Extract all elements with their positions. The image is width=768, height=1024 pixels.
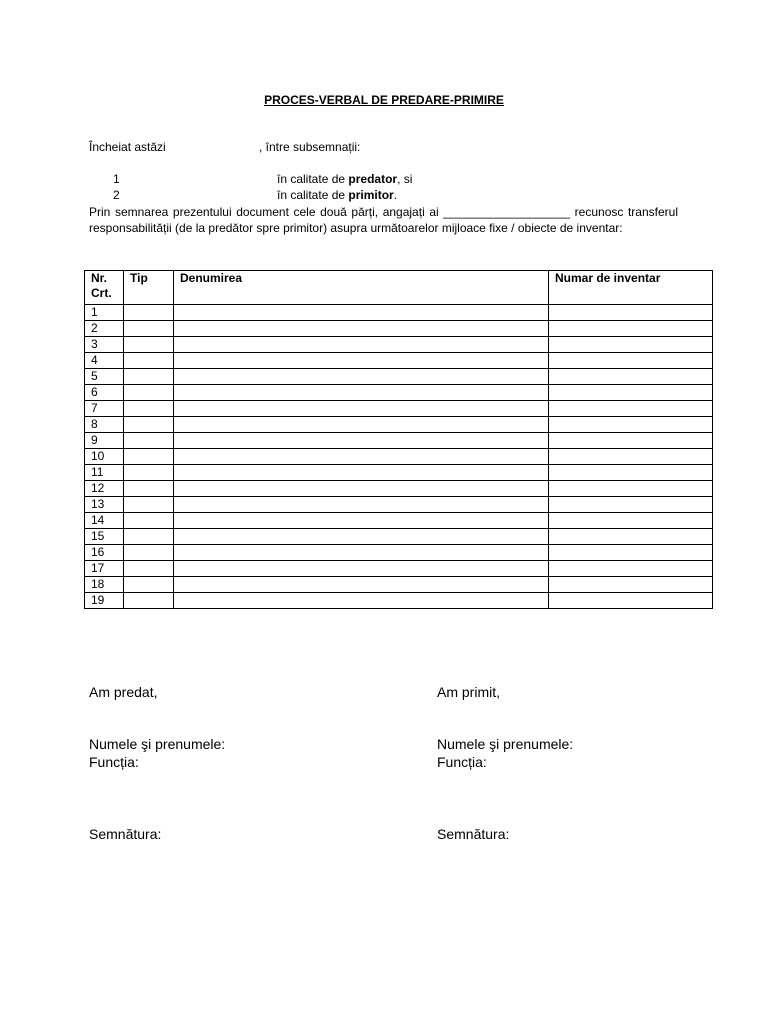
numar-inventar-cell (549, 481, 713, 497)
tip-cell (124, 561, 174, 577)
row-number-cell: 7 (85, 401, 124, 417)
left-heading: Am predat, (89, 684, 158, 700)
numar-inventar-cell (549, 449, 713, 465)
row-number-cell: 2 (85, 321, 124, 337)
numar-inventar-cell (549, 529, 713, 545)
row-number-cell: 11 (85, 465, 124, 481)
tip-cell (124, 337, 174, 353)
tip-cell (124, 465, 174, 481)
row-number-cell: 8 (85, 417, 124, 433)
table-row (85, 305, 713, 321)
party-1-line (277, 171, 412, 187)
left-name-label: Numele şi prenumele: (89, 736, 226, 752)
numar-inventar-cell (549, 305, 713, 321)
row-number-cell: 12 (85, 481, 124, 497)
row-number-cell: 4 (85, 353, 124, 369)
numar-inventar-cell (549, 577, 713, 593)
numar-inventar-cell (549, 417, 713, 433)
row-number-cell: 6 (85, 385, 124, 401)
table-row (85, 513, 713, 529)
tip-cell (124, 401, 174, 417)
party-2-line (277, 187, 397, 203)
row-number-cell: 5 (85, 369, 124, 385)
numar-inventar-cell (549, 561, 713, 577)
table-row (85, 481, 713, 497)
tip-cell (124, 353, 174, 369)
numar-inventar-cell (549, 513, 713, 529)
row-number-cell: 19 (85, 593, 124, 609)
table-row (85, 465, 713, 481)
denumirea-cell (174, 481, 549, 497)
row-number-cell: 17 (85, 561, 124, 577)
denumirea-cell (174, 465, 549, 481)
party-2-role: primitor (348, 188, 394, 202)
tip-cell (124, 321, 174, 337)
row-number-cell: 10 (85, 449, 124, 465)
table-row (85, 369, 713, 385)
table-row (85, 545, 713, 561)
table-row (85, 497, 713, 513)
tip-cell (124, 449, 174, 465)
row-number-cell: 15 (85, 529, 124, 545)
table-header-row (85, 271, 713, 305)
right-heading: Am primit, (437, 684, 500, 700)
denumirea-cell (174, 593, 549, 609)
tip-cell (124, 545, 174, 561)
right-function-label: Funcția: (437, 754, 487, 770)
table-row (85, 401, 713, 417)
tip-cell (124, 481, 174, 497)
tip-cell (124, 513, 174, 529)
denumirea-cell (174, 529, 549, 545)
row-number-cell: 14 (85, 513, 124, 529)
denumirea-cell (174, 401, 549, 417)
table-row (85, 321, 713, 337)
header-numar-inventar: Numar de inventar (549, 271, 713, 305)
denumirea-cell (174, 577, 549, 593)
inventory-table (84, 270, 713, 609)
header-denumirea: Denumirea (174, 271, 549, 305)
denumirea-cell (174, 513, 549, 529)
tip-cell (124, 305, 174, 321)
party-2-text-after: . (393, 188, 398, 202)
tip-cell (124, 417, 174, 433)
left-function-label: Funcția: (89, 754, 139, 770)
party-2-text-before: în calitate de (277, 188, 349, 202)
tip-cell (124, 433, 174, 449)
denumirea-cell (174, 561, 549, 577)
tip-cell (124, 385, 174, 401)
numar-inventar-cell (549, 385, 713, 401)
row-number-cell: 1 (85, 305, 124, 321)
table-row (85, 449, 713, 465)
numar-inventar-cell (549, 321, 713, 337)
table-row (85, 529, 713, 545)
table-row (85, 561, 713, 577)
denumirea-cell (174, 353, 549, 369)
party-1-role: predator (348, 172, 398, 186)
table-row (85, 577, 713, 593)
denumirea-cell (174, 337, 549, 353)
denumirea-cell (174, 433, 549, 449)
denumirea-cell (174, 385, 549, 401)
header-tip: Tip (124, 271, 174, 305)
denumirea-cell (174, 305, 549, 321)
numar-inventar-cell (549, 465, 713, 481)
table-row (85, 417, 713, 433)
tip-cell (124, 529, 174, 545)
tip-cell (124, 497, 174, 513)
row-number-cell: 3 (85, 337, 124, 353)
transfer-paragraph: Prin semnarea prezentului document cele două părți, angajați ai ___________________ recunosc transferul responsabilității (de la predător spre primitor) asupra următoarelor mijloace fixe / obiecte de inventar: (89, 205, 678, 235)
numar-inventar-cell (549, 401, 713, 417)
intro-suffix: , între subsemnații: (259, 140, 361, 154)
table-row (85, 433, 713, 449)
numar-inventar-cell (549, 337, 713, 353)
denumirea-cell (174, 321, 549, 337)
party-1-number: 1 (113, 172, 120, 186)
right-signature-label: Semnătura: (437, 826, 510, 842)
denumirea-cell (174, 545, 549, 561)
denumirea-cell (174, 369, 549, 385)
table-row (85, 337, 713, 353)
numar-inventar-cell (549, 369, 713, 385)
party-2-number: 2 (113, 188, 120, 202)
row-number-cell: 13 (85, 497, 124, 513)
header-nr-crt: Nr. Crt. (85, 271, 124, 305)
tip-cell (124, 369, 174, 385)
party-1-text-before: în calitate de (277, 172, 349, 186)
row-number-cell: 16 (85, 545, 124, 561)
intro-prefix: Încheiat astăzi (89, 140, 166, 154)
right-name-label: Numele şi prenumele: (437, 736, 574, 752)
row-number-cell: 18 (85, 577, 124, 593)
numar-inventar-cell (549, 353, 713, 369)
table-row (85, 593, 713, 609)
numar-inventar-cell (549, 497, 713, 513)
table-row (85, 385, 713, 401)
document-title: PROCES-VERBAL DE PREDARE-PRIMIRE (264, 93, 504, 107)
denumirea-cell (174, 417, 549, 433)
numar-inventar-cell (549, 593, 713, 609)
left-signature-label: Semnătura: (89, 826, 162, 842)
tip-cell (124, 593, 174, 609)
inventory-table-body (85, 305, 713, 609)
tip-cell (124, 577, 174, 593)
numar-inventar-cell (549, 433, 713, 449)
denumirea-cell (174, 497, 549, 513)
denumirea-cell (174, 449, 549, 465)
numar-inventar-cell (549, 545, 713, 561)
party-1-text-after: , si (397, 172, 413, 186)
row-number-cell: 9 (85, 433, 124, 449)
table-row (85, 353, 713, 369)
